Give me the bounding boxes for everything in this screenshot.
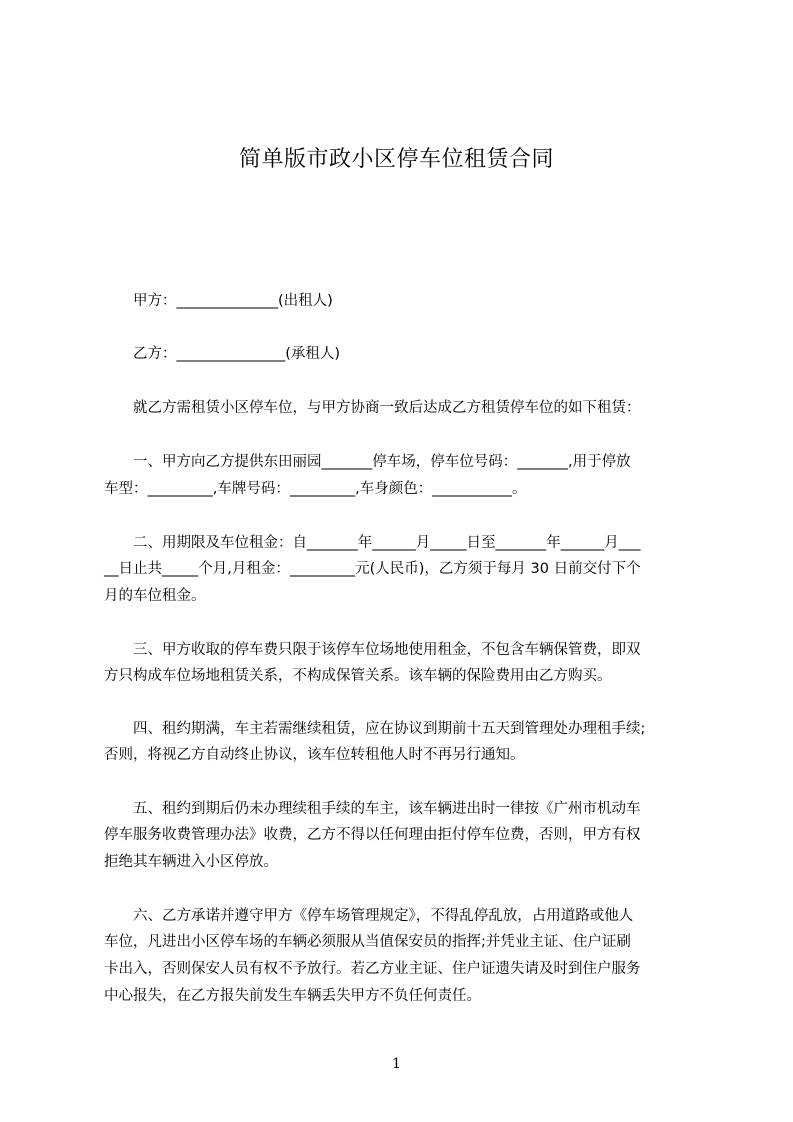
clause-6-line-1: 六、乙方承诺并遵守甲方《停车场管理规定》，不得乱停乱放，占用道路或他人	[104, 908, 634, 924]
clause-4-line-1: 四、租约期满，车主若需继续租赁，应在协议到期前十五天到管理处办理租手续;	[104, 721, 646, 737]
clause-2-line-1: 二、用期限及车位租金：自_______年______月_____日至_______年______月___	[104, 535, 641, 551]
clause-6-line-2: 车位，凡进出小区停车场的车辆必须服从当值保安员的指挥;并凭业主证、住户证刷	[104, 934, 631, 950]
preamble-line: 就乙方需租赁小区停车位，与甲方协商一致后达成乙方租赁停车位的如下租赁：	[104, 400, 641, 416]
document-title: 简单版市政小区停车位租赁合同	[238, 147, 554, 172]
clause-6-line-4: 中心报失，在乙方报失前发生车辆丢失甲方不负任何责任。	[104, 988, 481, 1004]
clause-5-line-1: 五、租约到期后仍未办理续租手续的车主，该车辆进出时一律按《广州市机动车	[104, 801, 641, 817]
clause-2-line-3: 月的车位租金。	[104, 588, 206, 604]
clause-6-line-3: 卡出入，否则保安人员有权不予放行。若乙方业主证、住户证遗失请及时到住户服务	[104, 961, 641, 977]
clause-3-line-2: 方只构成车位场地租赁关系，不构成保管关系。该车辆的保险费用由乙方购买。	[104, 668, 612, 684]
party-a-line: 甲方：______________(出租人)	[104, 293, 333, 309]
page-number: 1	[392, 1056, 401, 1072]
clause-5-line-3: 拒绝其车辆进入小区停放。	[104, 854, 278, 870]
clause-5-line-2: 停车服务收费管理办法》收费，乙方不得以任何理由拒付停车位费，否则，甲方有权	[104, 827, 641, 843]
party-b-line: 乙方：_______________(承租人)	[104, 346, 341, 362]
clause-2-line-2: __日止共_____个月,月租金：_________元(人民币)，乙方须于每月 30 日前交付下个	[104, 561, 641, 577]
clause-3-line-1: 三、甲方收取的停车费只限于该停车位场地使用租金，不包含车辆保管费，即双	[104, 642, 641, 658]
clause-1-line-1: 一、甲方向乙方提供东田丽园_______停车场，停车位号码：_______,用于停放	[104, 454, 631, 470]
clause-4-line-2: 否则，将视乙方自动终止协议，该车位转租他人时不再另行通知。	[104, 747, 525, 763]
clause-1-line-2: 车型：_________,车牌号码：_________,车身颜色：___________。	[104, 481, 527, 497]
